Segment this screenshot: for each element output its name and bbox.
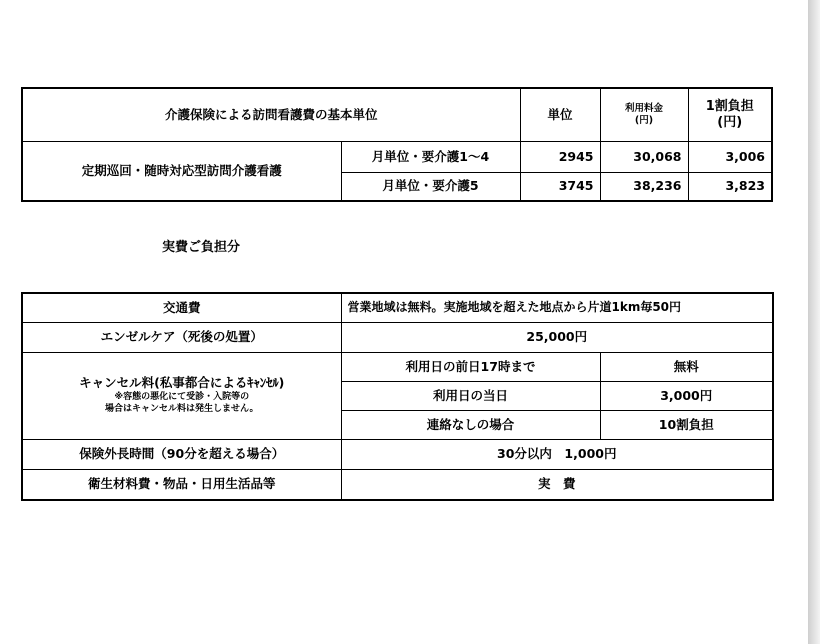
row2-label: 月単位・要介護5 [341,172,520,201]
cancel-condition-1: 利用日の前日17時まで [341,352,600,381]
cancel-condition-3: 連絡なしの場合 [341,410,600,439]
cancel-fee-2: 3,000円 [600,381,773,410]
service-name: 定期巡回・随時対応型訪問介護看護 [22,141,341,201]
cancel-condition-2: 利用日の当日 [341,381,600,410]
cancel-fee-3: 10割負担 [600,410,773,439]
row2-fee: 38,236 [600,172,688,201]
row2-burden: 3,823 [688,172,772,201]
section-title: 実費ご負担分 [162,240,241,255]
row1-fee: 30,068 [600,141,688,172]
burden-header: 1割負担 (円) [688,88,772,141]
page-edge-shadow [808,0,820,644]
transport-label: 交通費 [22,293,341,322]
extended-time-label: 保険外長時間（90分を超える場合） [22,439,341,469]
row1-label: 月単位・要介護1～4 [341,141,520,172]
cancel-note-line1: ※容態の悪化にて受診・入院等の [114,391,250,402]
basic-table-title: 介護保険による訪問看護費の基本単位 [22,88,520,141]
supplies-value: 実 費 [341,469,773,500]
cancel-note-line2: 場合はキャンセル料は発生しません。 [104,404,259,415]
row2-unit: 3745 [520,172,600,201]
unit-header: 単位 [520,88,600,141]
fee-header: 利用料金 (円) [600,88,688,141]
row1-burden: 3,006 [688,141,772,172]
angel-care-value: 25,000円 [341,322,773,352]
cancel-fee-label: キャンセル料(私事都合によるｷｬﾝｾﾙ) [79,375,285,391]
expense-table [21,292,774,501]
angel-care-label: エンゼルケア（死後の処置） [22,322,341,352]
cancel-fee-cell [22,352,341,439]
supplies-label: 衛生材料費・物品・日用生活品等 [22,469,341,500]
cancel-fee-1: 無料 [600,352,773,381]
row1-unit: 2945 [520,141,600,172]
basic-unit-table [21,87,773,202]
transport-value: 営業地域は無料。実施地域を超えた地点から片道1km毎50円 [341,293,773,322]
extended-time-value: 30分以内 1,000円 [341,439,773,469]
